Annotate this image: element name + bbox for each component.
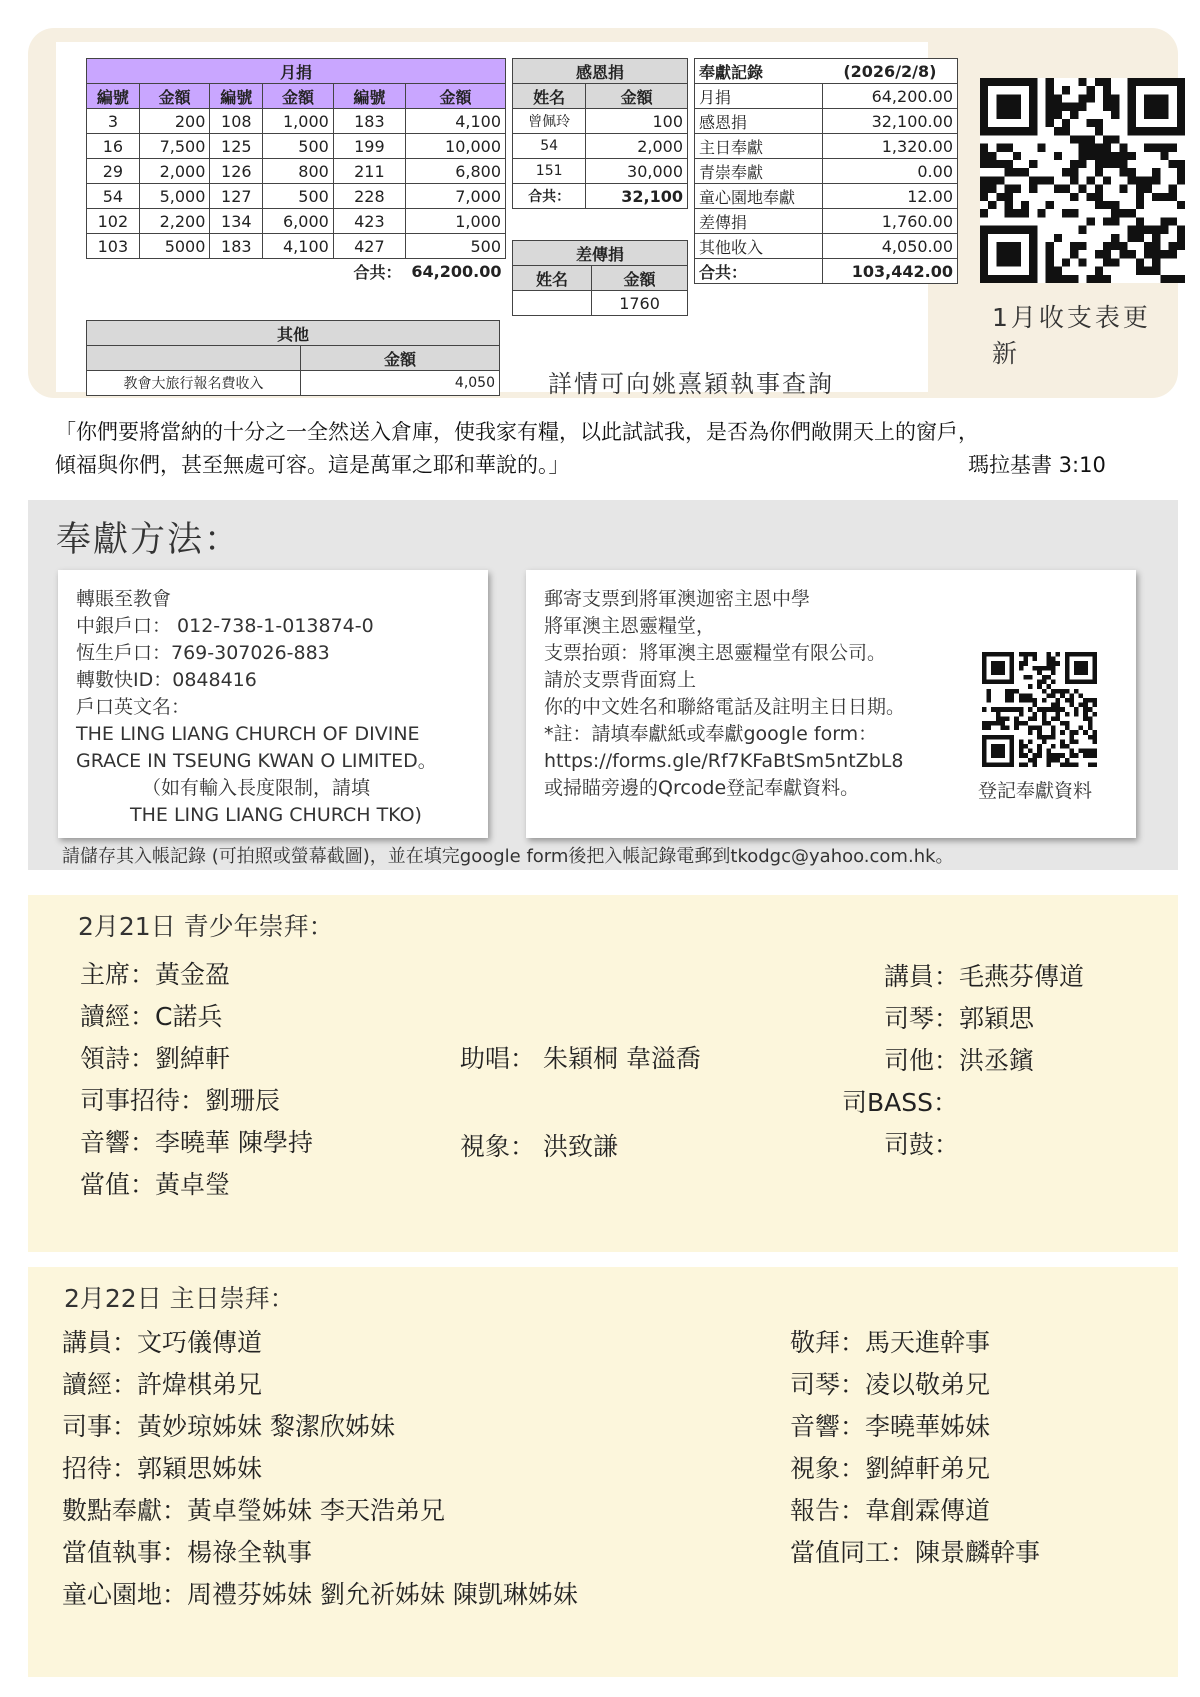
card-line: 支票抬頭：將軍澳主恩靈糧堂有限公司。 — [544, 642, 887, 664]
table-cell: 1,760.00 — [823, 209, 958, 234]
inquiry-note: 詳情可向姚熹穎執事查詢 — [548, 370, 834, 398]
sunday-role: 音響：李曉華姊妹 — [790, 1412, 991, 1441]
col-header: 金額 — [139, 84, 210, 109]
table-row — [695, 84, 958, 109]
sunday-role: 讀經：許煒棋弟兄 — [62, 1370, 263, 1399]
sunday-role: 數點奉獻：黃卓瑩姊妹 李天浩弟兄 — [62, 1496, 445, 1525]
verse-reference: 瑪拉基書 3:10 — [968, 453, 1106, 477]
youth-role: 司他：洪丞鑌 — [884, 1046, 1035, 1075]
table-cell: 183 — [210, 234, 263, 259]
card-line: 轉賬至教會 — [76, 588, 172, 610]
monthly-total-value: 64,200.00 — [411, 261, 502, 281]
offering-record-table — [694, 58, 958, 284]
youth-role: 講員：毛燕芬傳道 — [884, 962, 1085, 991]
sunday-title: 2月22日 主日崇拜： — [64, 1284, 295, 1313]
youth-role: 司琴：郭穎思 — [884, 1004, 1035, 1033]
card-line: 你的中文姓名和聯絡電話及註明主日日期。 — [544, 696, 906, 718]
col-header: 姓名 — [513, 266, 592, 291]
table-row — [513, 291, 688, 316]
table-cell: 134 — [210, 209, 263, 234]
table-cell: 127 — [210, 184, 263, 209]
table-row — [513, 109, 688, 134]
sunday-role: 視象：劉綽軒弟兄 — [790, 1454, 991, 1483]
table-cell: 32,100.00 — [823, 109, 958, 134]
record-date: (2026/2/8) — [823, 59, 958, 84]
other-title: 其他 — [87, 321, 500, 346]
table-cell: 1760 — [592, 291, 688, 316]
table-cell: 12.00 — [823, 184, 958, 209]
record-total-label: 合共： — [695, 259, 823, 284]
table-row — [513, 134, 688, 159]
table-cell: 500 — [263, 184, 334, 209]
sunday-role: 司琴：凌以敬弟兄 — [790, 1370, 991, 1399]
table-cell: 126 — [210, 159, 263, 184]
table-cell: 3 — [87, 109, 140, 134]
card-line: （如有輸入長度限制，請填 — [142, 777, 371, 799]
thanks-total-label: 合共： — [513, 184, 586, 209]
card-line: 轉數快ID：0848416 — [76, 669, 257, 691]
table-cell: 7,000 — [406, 184, 506, 209]
card-line: *註：請填奉獻紙或奉獻google form： — [544, 723, 878, 745]
table-cell: 228 — [333, 184, 405, 209]
youth-role: 主席：黃金盈 — [80, 960, 231, 989]
table-row — [695, 109, 958, 134]
table-cell: 1,320.00 — [823, 134, 958, 159]
table-cell: 1,000 — [263, 109, 334, 134]
table-cell: 29 — [87, 159, 140, 184]
qr-caption: 1月收支表更新 — [992, 303, 1151, 368]
table-cell: 199 — [333, 134, 405, 159]
table-cell: 183 — [333, 109, 405, 134]
youth-role: 司BASS： — [842, 1088, 958, 1117]
table-cell: 4,100 — [406, 109, 506, 134]
sunday-role: 招待：郭穎思姊妹 — [62, 1454, 263, 1483]
sunday-role: 講員：文巧儀傳道 — [62, 1328, 263, 1357]
col-header: 金額 — [263, 84, 334, 109]
table-row — [695, 234, 958, 259]
table-cell: 2,000 — [586, 134, 688, 159]
table-cell: 16 — [87, 134, 140, 159]
table-row — [87, 184, 506, 209]
finance-sheet — [56, 42, 953, 398]
thanks-total-value: 32,100 — [586, 184, 688, 209]
col-header: 編號 — [333, 84, 405, 109]
card-line: THE LING LIANG CHURCH OF DIVINE — [76, 723, 420, 745]
google-form-link[interactable]: https://forms.gle/Rf7KFaBtSm5ntZbL8 — [544, 750, 904, 772]
table-cell — [513, 291, 592, 316]
sunday-role: 司事：黃妙琼姊妹 黎潔欣姊妹 — [62, 1412, 395, 1441]
table-row — [513, 159, 688, 184]
table-cell: 500 — [406, 234, 506, 259]
offering-methods — [28, 500, 1178, 870]
table-cell: 主日奉獻 — [695, 134, 823, 159]
card-line: 戶口英文名： — [76, 696, 191, 718]
table-cell: 0.00 — [823, 159, 958, 184]
table-cell: 211 — [333, 159, 405, 184]
col-header: 姓名 — [513, 84, 586, 109]
table-cell: 125 — [210, 134, 263, 159]
table-cell: 427 — [333, 234, 405, 259]
col-header: 金額 — [406, 84, 506, 109]
table-cell: 月捐 — [695, 84, 823, 109]
col-header: 金額 — [586, 84, 688, 109]
table-cell: 30,000 — [586, 159, 688, 184]
qr-code-icon[interactable] — [980, 78, 1185, 283]
sunday-role: 童心園地：周禮芬姊妹 劉允祈姊妹 陳凱琳姊妹 — [62, 1580, 578, 1609]
table-row — [87, 159, 506, 184]
table-cell: 6,000 — [263, 209, 334, 234]
table-row — [87, 209, 506, 234]
youth-role: 領詩：劉綽軒 — [80, 1044, 231, 1073]
table-cell: 4,050.00 — [823, 234, 958, 259]
other-income-table — [86, 320, 500, 396]
methods-note: 請儲存其入帳記錄 (可拍照或螢幕截圖)，並在填完google form後把入帳記錄電郵到tkodgc@yahoo.com.hk。 — [62, 846, 954, 867]
table-row — [695, 209, 958, 234]
youth-worship-panel — [28, 895, 1178, 1252]
monthly-offering-table — [86, 58, 506, 284]
card-line: 郵寄支票到將軍澳迦密主恩中學 — [544, 588, 811, 610]
table-cell: 102 — [87, 209, 140, 234]
card-line: 中銀戶口： 012-738-1-013874-0 — [76, 615, 374, 637]
cheque-card — [526, 570, 1136, 838]
sunday-role: 報告：韋創霖傳道 — [790, 1496, 991, 1525]
table-cell: 曾佩玲 — [513, 109, 586, 134]
table-cell: 200 — [139, 109, 210, 134]
table-cell: 4,100 — [263, 234, 334, 259]
table-cell: 感恩捐 — [695, 109, 823, 134]
youth-role: 助唱： 朱穎桐 韋溢喬 — [460, 1044, 701, 1073]
methods-title: 奉獻方法： — [56, 520, 242, 560]
table-cell: 教會大旅行報名費收入 — [87, 371, 301, 396]
card-line: GRACE IN TSEUNG KWAN O LIMITED。 — [76, 750, 437, 772]
table-row — [695, 134, 958, 159]
verse-line: 「你們要將當納的十分之一全然送入倉庫，使我家有糧，以此試試我，是否為你們敞開天上的窗戶， — [55, 420, 979, 444]
table-cell: 151 — [513, 159, 586, 184]
bank-transfer-card — [58, 570, 488, 838]
table-cell: 6,800 — [406, 159, 506, 184]
table-cell: 4,050 — [301, 371, 500, 396]
sunday-role: 敬拜：馬天進幹事 — [790, 1328, 991, 1357]
monthly-rows — [87, 109, 506, 259]
table-cell: 10,000 — [406, 134, 506, 159]
table-cell: 108 — [210, 109, 263, 134]
qr-code-icon[interactable] — [982, 652, 1097, 767]
mission-table — [512, 240, 688, 316]
record-rows — [695, 84, 958, 259]
table-cell: 103 — [87, 234, 140, 259]
thanks-title: 感恩捐 — [513, 59, 688, 84]
table-row — [695, 159, 958, 184]
table-cell: 800 — [263, 159, 334, 184]
card-line: THE LING LIANG CHURCH TKO) — [130, 804, 422, 826]
table-cell: 5000 — [139, 234, 210, 259]
table-row — [87, 134, 506, 159]
youth-role: 音響：李曉華 陳學持 — [80, 1128, 313, 1157]
youth-role: 當值：黃卓瑩 — [80, 1170, 231, 1199]
table-cell: 5,000 — [139, 184, 210, 209]
table-row — [87, 234, 506, 259]
youth-role: 司鼓： — [884, 1130, 960, 1159]
monthly-total-label: 合共： — [353, 262, 402, 282]
youth-role: 讀經：C諾兵 — [80, 1002, 223, 1031]
table-cell: 青崇奉獻 — [695, 159, 823, 184]
table-cell: 7,500 — [139, 134, 210, 159]
thanksgiving-table — [512, 58, 688, 209]
verse-line: 傾福與你們，甚至無處可容。這是萬軍之耶和華說的。」 — [55, 453, 570, 477]
table-cell: 423 — [333, 209, 405, 234]
youth-role: 視象： 洪致謙 — [460, 1132, 618, 1161]
col-header: 金額 — [592, 266, 688, 291]
finance-panel — [28, 28, 1178, 398]
table-cell: 1,000 — [406, 209, 506, 234]
card-line: 恆生戶口：769-307026-883 — [76, 642, 330, 664]
col-header: 編號 — [210, 84, 263, 109]
card-line: 請於支票背面寫上 — [544, 669, 697, 691]
mission-title: 差傳捐 — [513, 241, 688, 266]
sunday-role: 當值執事：楊祿全執事 — [62, 1538, 313, 1567]
sunday-worship-panel — [28, 1267, 1178, 1677]
table-cell: 54 — [513, 134, 586, 159]
table-cell: 差傳捐 — [695, 209, 823, 234]
youth-title: 2月21日 青少年崇拜： — [78, 912, 334, 941]
youth-role: 司事招待：劉珊辰 — [80, 1086, 281, 1115]
table-cell: 500 — [263, 134, 334, 159]
table-cell: 64,200.00 — [823, 84, 958, 109]
monthly-title: 月捐 — [87, 59, 506, 84]
table-cell: 其他收入 — [695, 234, 823, 259]
col-header: 金額 — [301, 346, 500, 371]
table-row — [87, 109, 506, 134]
card-line: 將軍澳主恩靈糧堂， — [544, 615, 716, 637]
col-header: 編號 — [87, 84, 140, 109]
qr-small-caption: 登記奉獻資料 — [978, 780, 1093, 802]
table-cell: 2,000 — [139, 159, 210, 184]
card-line: 或掃瞄旁邊的Qrcode登記奉獻資料。 — [544, 777, 860, 799]
record-title: 奉獻記錄 — [695, 59, 823, 84]
table-cell: 2,200 — [139, 209, 210, 234]
table-row — [695, 184, 958, 209]
record-total-value: 103,442.00 — [823, 259, 958, 284]
table-cell: 童心園地奉獻 — [695, 184, 823, 209]
sunday-role: 當值同工：陳景麟幹事 — [790, 1538, 1041, 1567]
table-cell: 100 — [586, 109, 688, 134]
table-cell: 54 — [87, 184, 140, 209]
table-row — [87, 371, 500, 396]
